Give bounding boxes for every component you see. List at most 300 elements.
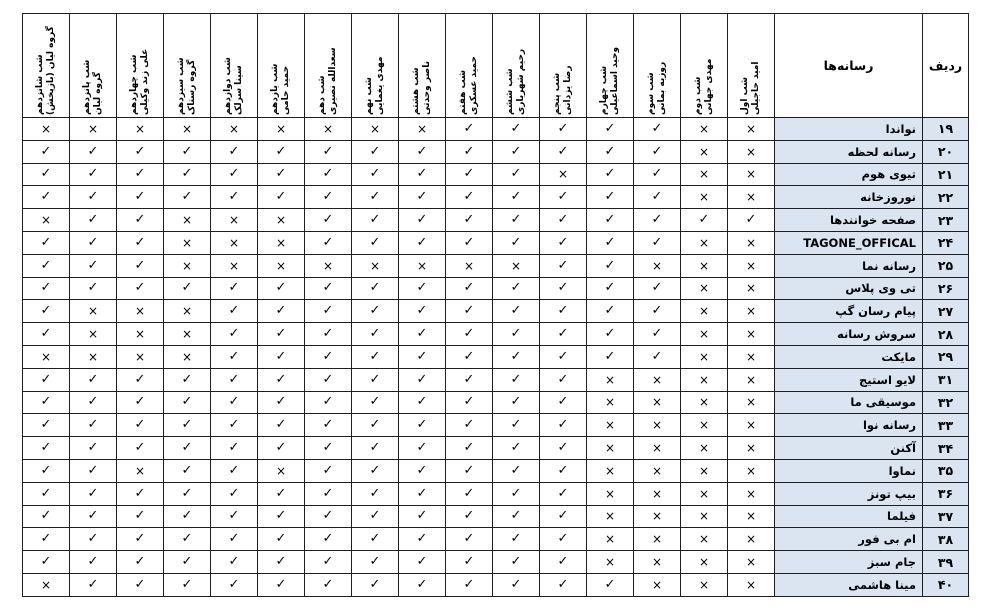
media-name: TAGONE_OFFICAL [775, 231, 923, 254]
row-number: ۳۵ [923, 459, 969, 482]
check-icon: ✓ [23, 505, 70, 528]
table-row [23, 459, 969, 482]
check-icon: ✓ [399, 140, 446, 163]
check-icon: ✓ [493, 118, 540, 141]
check-icon: ✓ [399, 391, 446, 414]
check-icon: ✓ [399, 459, 446, 482]
check-icon: ✓ [399, 482, 446, 505]
check-icon: ✓ [305, 186, 352, 209]
check-icon: ✓ [352, 368, 399, 391]
episode-artist: روزبه بمانی [657, 61, 667, 115]
cross-icon: × [681, 573, 728, 596]
episode-header-11 [258, 14, 305, 118]
episode-header-7 [446, 14, 493, 118]
media-name: ام بی فور [775, 528, 923, 551]
check-icon: ✓ [446, 391, 493, 414]
cross-icon: × [728, 505, 775, 528]
check-icon: ✓ [540, 505, 587, 528]
check-icon: ✓ [352, 414, 399, 437]
check-icon: ✓ [258, 368, 305, 391]
check-icon: ✓ [164, 528, 211, 551]
cross-icon: × [211, 209, 258, 232]
cross-icon: × [117, 459, 164, 482]
cross-icon: × [681, 368, 728, 391]
check-icon: ✓ [399, 573, 446, 596]
check-icon: ✓ [540, 368, 587, 391]
episode-night: شب دوازدهم [223, 56, 233, 115]
cross-icon: × [728, 573, 775, 596]
check-icon: ✓ [117, 163, 164, 186]
cross-icon: × [634, 437, 681, 460]
episode-night: شب چهاردهم [129, 54, 139, 115]
check-icon: ✓ [23, 482, 70, 505]
episode-night: شب دوم [693, 76, 703, 115]
check-icon: ✓ [399, 231, 446, 254]
cross-icon: × [258, 209, 305, 232]
check-icon: ✓ [446, 231, 493, 254]
check-icon: ✓ [493, 140, 540, 163]
cross-icon: × [352, 118, 399, 141]
cross-icon: × [681, 482, 728, 505]
episode-artist: حمید عسکری [469, 55, 479, 115]
cross-icon: × [70, 300, 117, 323]
check-icon: ✓ [211, 300, 258, 323]
check-icon: ✓ [305, 528, 352, 551]
cross-icon: × [446, 254, 493, 277]
row-number: ۲۷ [923, 300, 969, 323]
check-icon: ✓ [305, 505, 352, 528]
episode-artist: مهدی یغمایی [375, 56, 385, 115]
check-icon: ✓ [493, 414, 540, 437]
check-icon: ✓ [23, 437, 70, 460]
episode-artist: علی زند وکیلی [140, 48, 150, 115]
cross-icon: × [70, 323, 117, 346]
check-icon: ✓ [446, 482, 493, 505]
media-name: لایو استیج [775, 368, 923, 391]
episode-header-3 [634, 14, 681, 118]
episode-artist: وحید اسماعیلی [610, 46, 620, 115]
episode-header-label [317, 17, 339, 115]
row-number: ۳۶ [923, 482, 969, 505]
check-icon: ✓ [23, 300, 70, 323]
cross-icon: × [634, 459, 681, 482]
cross-icon: × [681, 391, 728, 414]
check-icon: ✓ [258, 482, 305, 505]
check-icon: ✓ [446, 505, 493, 528]
check-icon: ✓ [352, 186, 399, 209]
row-number: ۳۸ [923, 528, 969, 551]
check-icon: ✓ [587, 140, 634, 163]
row-number: ۲۰ [923, 140, 969, 163]
check-icon: ✓ [23, 186, 70, 209]
table-row [23, 391, 969, 414]
check-icon: ✓ [211, 482, 258, 505]
check-icon: ✓ [164, 505, 211, 528]
check-icon: ✓ [70, 209, 117, 232]
cross-icon: × [164, 209, 211, 232]
table-row [23, 254, 969, 277]
check-icon: ✓ [258, 528, 305, 551]
check-icon: ✓ [587, 186, 634, 209]
episode-artist: ناصر وحدتی [422, 60, 432, 115]
check-icon: ✓ [305, 140, 352, 163]
check-icon: ✓ [117, 482, 164, 505]
check-icon: ✓ [70, 254, 117, 277]
check-icon: ✓ [493, 368, 540, 391]
row-number: ۲۳ [923, 209, 969, 232]
check-icon: ✓ [634, 186, 681, 209]
check-icon: ✓ [117, 140, 164, 163]
cross-icon: × [681, 163, 728, 186]
check-icon: ✓ [211, 163, 258, 186]
check-icon: ✓ [258, 277, 305, 300]
row-number: ۳۲ [923, 391, 969, 414]
check-icon: ✓ [164, 277, 211, 300]
episode-night: شب پنجم [552, 72, 562, 115]
check-icon: ✓ [211, 414, 258, 437]
cross-icon: × [23, 118, 70, 141]
check-icon: ✓ [164, 391, 211, 414]
check-icon: ✓ [305, 345, 352, 368]
check-icon: ✓ [211, 345, 258, 368]
media-name: رسانه لحظه [775, 140, 923, 163]
episode-night: شب شانزدهم [35, 53, 45, 115]
media-name: نواندا [775, 118, 923, 141]
check-icon: ✓ [540, 323, 587, 346]
check-icon: ✓ [446, 186, 493, 209]
check-icon: ✓ [117, 573, 164, 596]
cross-icon: × [258, 118, 305, 141]
episode-header-label [35, 17, 57, 115]
check-icon: ✓ [540, 186, 587, 209]
episode-header-10 [305, 14, 352, 118]
row-number: ۳۴ [923, 437, 969, 460]
check-icon: ✓ [540, 118, 587, 141]
cross-icon: × [728, 368, 775, 391]
check-icon: ✓ [352, 551, 399, 574]
table-header-row [23, 14, 969, 118]
check-icon: ✓ [493, 345, 540, 368]
check-icon: ✓ [493, 437, 540, 460]
check-icon: ✓ [258, 323, 305, 346]
check-icon: ✓ [117, 254, 164, 277]
check-icon: ✓ [258, 437, 305, 460]
episode-header-14 [117, 14, 164, 118]
cross-icon: × [681, 231, 728, 254]
check-icon: ✓ [117, 231, 164, 254]
check-icon: ✓ [117, 209, 164, 232]
episode-artist: رحیم شهریاری [516, 48, 526, 115]
check-icon: ✓ [70, 140, 117, 163]
check-icon: ✓ [305, 300, 352, 323]
cross-icon: × [728, 391, 775, 414]
check-icon: ✓ [540, 345, 587, 368]
check-icon: ✓ [540, 254, 587, 277]
cross-icon: × [728, 231, 775, 254]
row-number: ۲۵ [923, 254, 969, 277]
episode-header-label [270, 17, 292, 115]
check-icon: ✓ [493, 482, 540, 505]
check-icon: ✓ [493, 163, 540, 186]
check-icon: ✓ [305, 209, 352, 232]
table-row [23, 209, 969, 232]
cross-icon: × [728, 437, 775, 460]
check-icon: ✓ [540, 300, 587, 323]
check-icon: ✓ [258, 186, 305, 209]
episode-night: شب یازدهم [270, 63, 280, 115]
episode-header-2 [681, 14, 728, 118]
check-icon: ✓ [70, 551, 117, 574]
check-icon: ✓ [258, 505, 305, 528]
check-icon: ✓ [164, 368, 211, 391]
check-icon: ✓ [23, 323, 70, 346]
cross-icon: × [681, 459, 728, 482]
episode-artist: سینا سرلک [234, 64, 244, 115]
cross-icon: × [587, 414, 634, 437]
check-icon: ✓ [493, 231, 540, 254]
check-icon: ✓ [352, 437, 399, 460]
cross-icon: × [211, 118, 258, 141]
cross-icon: × [211, 254, 258, 277]
check-icon: ✓ [23, 528, 70, 551]
check-icon: ✓ [70, 391, 117, 414]
check-icon: ✓ [23, 551, 70, 574]
media-name: نوروزخانه [775, 186, 923, 209]
check-icon: ✓ [540, 573, 587, 596]
check-icon: ✓ [540, 209, 587, 232]
cross-icon: × [728, 277, 775, 300]
check-icon: ✓ [540, 140, 587, 163]
cross-icon: × [634, 368, 681, 391]
media-name: موسیقی ما [775, 391, 923, 414]
table-row [23, 140, 969, 163]
check-icon: ✓ [634, 140, 681, 163]
table-row [23, 323, 969, 346]
cross-icon: × [23, 209, 70, 232]
cross-icon: × [681, 118, 728, 141]
cross-icon: × [587, 459, 634, 482]
check-icon: ✓ [117, 391, 164, 414]
check-icon: ✓ [305, 231, 352, 254]
table-row [23, 528, 969, 551]
cross-icon: × [70, 118, 117, 141]
row-number: ۲۴ [923, 231, 969, 254]
check-icon: ✓ [23, 414, 70, 437]
episode-header-label [458, 17, 480, 115]
check-icon: ✓ [164, 573, 211, 596]
cross-icon: × [681, 254, 728, 277]
table-row [23, 505, 969, 528]
cross-icon: × [728, 118, 775, 141]
check-icon: ✓ [681, 209, 728, 232]
check-icon: ✓ [493, 300, 540, 323]
episode-night: شب سیزدهم [176, 56, 186, 115]
table-row [23, 300, 969, 323]
cross-icon: × [117, 300, 164, 323]
episode-header-1 [728, 14, 775, 118]
check-icon: ✓ [211, 186, 258, 209]
broadcast-coverage-table [22, 13, 969, 597]
check-icon: ✓ [70, 277, 117, 300]
episode-artist: مهدی جهانی [704, 58, 714, 115]
cross-icon: × [728, 345, 775, 368]
check-icon: ✓ [446, 528, 493, 551]
check-icon: ✓ [540, 437, 587, 460]
episode-header-label [505, 17, 527, 115]
check-icon: ✓ [211, 368, 258, 391]
cross-icon: × [728, 551, 775, 574]
cross-icon: × [681, 505, 728, 528]
row-number: ۱۹ [923, 118, 969, 141]
check-icon: ✓ [587, 345, 634, 368]
cross-icon: × [587, 437, 634, 460]
cross-icon: × [728, 254, 775, 277]
check-icon: ✓ [258, 140, 305, 163]
cross-icon: × [23, 573, 70, 596]
cross-icon: × [681, 345, 728, 368]
check-icon: ✓ [446, 414, 493, 437]
check-icon: ✓ [211, 551, 258, 574]
cross-icon: × [587, 391, 634, 414]
table-row [23, 414, 969, 437]
cross-icon: × [728, 163, 775, 186]
check-icon: ✓ [446, 118, 493, 141]
check-icon: ✓ [352, 163, 399, 186]
check-icon: ✓ [70, 437, 117, 460]
table-row [23, 186, 969, 209]
check-icon: ✓ [493, 209, 540, 232]
episode-header-label [176, 17, 198, 115]
table-row [23, 551, 969, 574]
check-icon: ✓ [305, 368, 352, 391]
row-number: ۲۸ [923, 323, 969, 346]
check-icon: ✓ [211, 140, 258, 163]
cross-icon: × [258, 231, 305, 254]
episode-artist: حمید حامی [281, 65, 291, 115]
media-name: تیوی هوم [775, 163, 923, 186]
cross-icon: × [634, 573, 681, 596]
check-icon: ✓ [446, 551, 493, 574]
cross-icon: × [587, 368, 634, 391]
check-icon: ✓ [587, 573, 634, 596]
check-icon: ✓ [352, 300, 399, 323]
check-icon: ✓ [634, 323, 681, 346]
table-row [23, 482, 969, 505]
cross-icon: × [305, 118, 352, 141]
episode-artist: امید حاجیلی [751, 61, 761, 115]
check-icon: ✓ [70, 573, 117, 596]
check-icon: ✓ [70, 231, 117, 254]
episode-header-6 [493, 14, 540, 118]
check-icon: ✓ [23, 277, 70, 300]
check-icon: ✓ [446, 163, 493, 186]
check-icon: ✓ [305, 551, 352, 574]
check-icon: ✓ [352, 459, 399, 482]
check-icon: ✓ [399, 209, 446, 232]
check-icon: ✓ [493, 277, 540, 300]
check-icon: ✓ [352, 528, 399, 551]
check-icon: ✓ [352, 231, 399, 254]
episode-header-label [552, 17, 574, 115]
cross-icon: × [352, 254, 399, 277]
media-name: رسانه نما [775, 254, 923, 277]
cross-icon: × [634, 414, 681, 437]
episode-header-label [646, 17, 668, 115]
cross-icon: × [681, 528, 728, 551]
check-icon: ✓ [587, 277, 634, 300]
check-icon: ✓ [23, 459, 70, 482]
check-icon: ✓ [305, 323, 352, 346]
check-icon: ✓ [587, 300, 634, 323]
cross-icon: × [681, 551, 728, 574]
check-icon: ✓ [587, 254, 634, 277]
check-icon: ✓ [399, 437, 446, 460]
check-icon: ✓ [587, 231, 634, 254]
cross-icon: × [587, 505, 634, 528]
check-icon: ✓ [164, 163, 211, 186]
check-icon: ✓ [587, 163, 634, 186]
check-icon: ✓ [399, 277, 446, 300]
media-name: رسانه نوا [775, 414, 923, 437]
media-name: تی وی پلاس [775, 277, 923, 300]
episode-artist: رضا یزدانی [563, 64, 573, 115]
check-icon: ✓ [540, 482, 587, 505]
episode-header-8 [399, 14, 446, 118]
check-icon: ✓ [117, 528, 164, 551]
check-icon: ✓ [634, 300, 681, 323]
check-icon: ✓ [634, 163, 681, 186]
check-icon: ✓ [305, 163, 352, 186]
check-icon: ✓ [117, 186, 164, 209]
check-icon: ✓ [211, 391, 258, 414]
check-icon: ✓ [23, 140, 70, 163]
check-icon: ✓ [117, 437, 164, 460]
check-icon: ✓ [493, 459, 540, 482]
cross-icon: × [634, 505, 681, 528]
episode-night: شب هفتم [458, 69, 468, 115]
check-icon: ✓ [211, 573, 258, 596]
check-icon: ✓ [634, 231, 681, 254]
check-icon: ✓ [446, 277, 493, 300]
media-name: فیلما [775, 505, 923, 528]
episode-night: شب چهارم [599, 65, 609, 115]
check-icon: ✓ [587, 209, 634, 232]
check-icon: ✓ [305, 573, 352, 596]
check-icon: ✓ [305, 459, 352, 482]
media-name: آکنن [775, 437, 923, 460]
check-icon: ✓ [446, 323, 493, 346]
episode-header-16 [23, 14, 70, 118]
cross-icon: × [164, 118, 211, 141]
cross-icon: × [164, 300, 211, 323]
check-icon: ✓ [493, 573, 540, 596]
check-icon: ✓ [399, 528, 446, 551]
table-row [23, 118, 969, 141]
media-name: مینا هاشمی [775, 573, 923, 596]
check-icon: ✓ [352, 573, 399, 596]
media-name: سروش رسانه [775, 323, 923, 346]
cross-icon: × [164, 231, 211, 254]
check-icon: ✓ [164, 140, 211, 163]
check-icon: ✓ [352, 505, 399, 528]
check-icon: ✓ [164, 482, 211, 505]
media-name: پیام رسان گپ [775, 300, 923, 323]
check-icon: ✓ [399, 345, 446, 368]
check-icon: ✓ [446, 437, 493, 460]
check-icon: ✓ [493, 551, 540, 574]
row-number: ۲۹ [923, 345, 969, 368]
check-icon: ✓ [258, 345, 305, 368]
